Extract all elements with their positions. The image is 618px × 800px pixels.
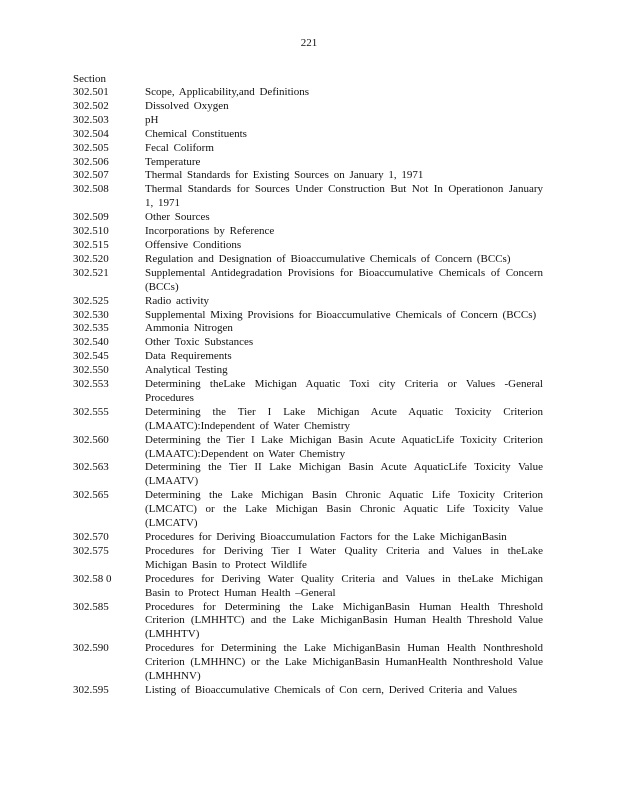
section-number: 302.545 — [73, 350, 109, 363]
section-title: Fecal Coliform — [145, 141, 214, 154]
section-number: 302.553 — [73, 378, 109, 391]
section-entry — [73, 169, 543, 183]
section-number: 302.501 — [73, 86, 109, 98]
section-entry — [73, 183, 543, 211]
section-number: 302.585 — [73, 600, 109, 613]
section-number: 302.505 — [73, 141, 109, 154]
section-number: 302.575 — [73, 544, 109, 557]
section-title: Supplemental Mixing Provisions for Bioaccumulative Chemicals of Concern (BCCs) — [145, 308, 537, 321]
section-title: Procedures for Deriving Water Quality Criteria and Values in theLake Michigan Basin to Protect Human Health –General — [145, 572, 543, 599]
section-entry — [73, 350, 543, 364]
section-title: Determining the Tier II Lake Michigan Basin Acute AquaticLife Toxicity Value (LMAATV) — [145, 461, 543, 488]
page-number: 221 — [300, 37, 318, 49]
section-entry — [73, 378, 543, 406]
section-number: 302.510 — [73, 225, 109, 238]
section-number: 302.535 — [73, 322, 109, 335]
section-entry — [73, 573, 543, 601]
section-title: Offensive Conditions — [145, 238, 242, 251]
section-entry — [73, 642, 543, 684]
section-number: 302.590 — [73, 642, 109, 655]
section-entry — [73, 322, 543, 336]
section-entry — [73, 239, 543, 253]
section-entry — [73, 309, 543, 323]
section-entry — [73, 86, 543, 100]
section-title: Ammonia Nitrogen — [145, 322, 233, 335]
section-entry — [73, 434, 543, 462]
section-title: Procedures for Determining the Lake MichiganBasin Human Health Nonthreshold Criterion (LMHHNC) or the Lake MichiganBasin HumanHealth Nonthreshold Value (LMHHNV) — [145, 642, 543, 683]
section-entry — [73, 142, 543, 156]
section-number: 302.509 — [73, 211, 109, 224]
section-number: 302.515 — [73, 238, 109, 251]
section-number: 302.563 — [73, 461, 109, 474]
section-number: 302.507 — [73, 169, 109, 182]
section-number: 302.550 — [73, 364, 109, 377]
section-entry — [73, 531, 543, 545]
section-entry — [73, 211, 543, 225]
section-entry — [73, 336, 543, 350]
section-title: Determining the Lake Michigan Basin Chronic Aquatic Life Toxicity Criterion (LMCATC) or the Lake Michigan Basin Chronic Aquatic Life Toxicity Value (LMCATV) — [145, 489, 543, 530]
section-title: Temperature — [145, 155, 201, 168]
section-entry — [73, 267, 543, 295]
section-entry — [73, 295, 543, 309]
section-list — [73, 86, 543, 698]
section-number: 302.503 — [73, 113, 109, 126]
section-number: 302.508 — [73, 183, 109, 196]
section-entry — [73, 684, 543, 698]
section-title: Other Sources — [145, 211, 210, 224]
section-entry — [73, 225, 543, 239]
section-entry — [73, 128, 543, 142]
section-entry — [73, 364, 543, 378]
section-title: Dissolved Oxygen — [145, 99, 229, 112]
section-title: Data Requirements — [145, 350, 232, 363]
section-entry — [73, 156, 543, 170]
section-title: Listing of Bioaccumulative Chemicals of Con cern, Derived Criteria and Values — [145, 683, 518, 696]
section-title: Incorporations by Reference — [145, 225, 275, 238]
section-title: Chemical Constituents — [145, 127, 247, 140]
section-title: Analytical Testing — [145, 364, 228, 377]
section-title: Radio activity — [145, 294, 210, 307]
section-title: Determining the Tier I Lake Michigan Basin Acute AquaticLife Toxicity Criterion (LMAATC):Dependent on Water Chemistry — [145, 433, 543, 460]
section-title: Determining theLake Michigan Aquatic Toxi city Criteria or Values -General Procedures — [145, 378, 543, 404]
section-entry — [73, 253, 543, 267]
section-number: 302.525 — [73, 294, 109, 307]
section-entry — [73, 406, 543, 434]
section-title: Thermal Standards for Sources Under Construction But Not In Operationon January 1, 1971 — [145, 183, 543, 210]
section-number: 302.58 0 — [73, 572, 112, 585]
section-title: Scope, Applicability,and Definitions — [145, 86, 309, 98]
section-entry — [73, 461, 543, 489]
section-number: 302.595 — [73, 683, 109, 696]
section-entry — [73, 545, 543, 573]
section-entry — [73, 489, 543, 531]
section-title: Thermal Standards for Existing Sources on January 1, 1971 — [145, 169, 424, 182]
section-number: 302.520 — [73, 252, 109, 265]
section-title: Other Toxic Substances — [145, 336, 254, 349]
section-title: Determining the Tier I Lake Michigan Acute Aquatic Toxicity Criterion (LMAATC):Independent of Water Chemistry — [145, 405, 543, 432]
section-title: Supplemental Antidegradation Provisions for Bioaccumulative Chemicals of Concern (BCCs) — [145, 266, 543, 293]
section-number: 302.565 — [73, 489, 109, 502]
section-number: 302.530 — [73, 308, 109, 321]
section-heading: Section — [73, 73, 106, 85]
section-title: Procedures for Deriving Bioaccumulation Factors for the Lake MichiganBasin — [145, 531, 507, 543]
section-entry — [73, 100, 543, 114]
section-title: Procedures for Deriving Tier I Water Quality Criteria and Values in theLake Michigan Basin to Protect Wildlife — [145, 544, 543, 571]
section-number: 302.570 — [73, 531, 109, 543]
section-number: 302.521 — [73, 266, 109, 279]
section-title: Procedures for Determining the Lake MichiganBasin Human Health Threshold Criterion (LMHHTC) and the Lake MichiganBasin Human Health Threshold Value (LMHHTV) — [145, 600, 543, 641]
section-number: 302.540 — [73, 336, 109, 349]
section-title: Regulation and Designation of Bioaccumulative Chemicals of Concern (BCCs) — [145, 252, 511, 265]
section-number: 302.555 — [73, 405, 109, 418]
section-entry — [73, 114, 543, 128]
section-number: 302.504 — [73, 127, 109, 140]
section-title: pH — [145, 113, 159, 126]
section-number: 302.502 — [73, 99, 109, 112]
section-entry — [73, 601, 543, 643]
section-number: 302.560 — [73, 433, 109, 446]
section-number: 302.506 — [73, 155, 109, 168]
